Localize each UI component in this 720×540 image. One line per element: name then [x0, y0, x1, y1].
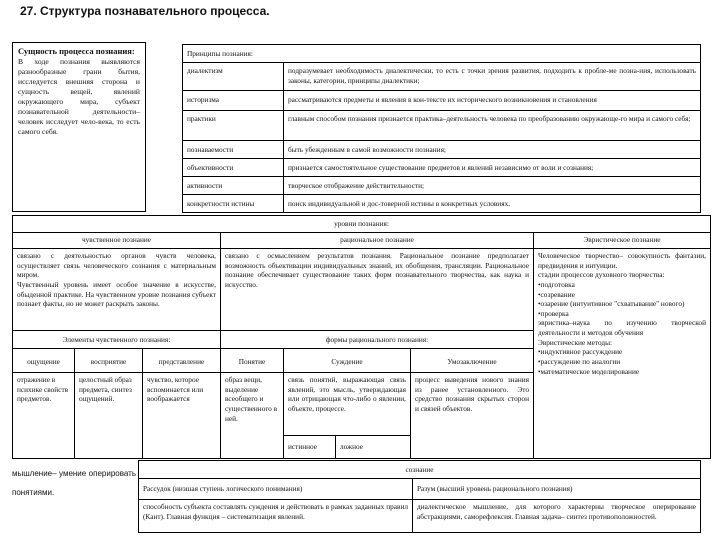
sensory-element-name: представление [142, 348, 221, 373]
reason-text: способность субъекта составлять суждения и действовать в рамках заданных правил (Кант). Главная функция – систематизация явлений. [138, 499, 413, 533]
rational-form-text: образ вещи, выделение всеобщего и существенного в ней. [220, 372, 284, 459]
sensory-element-text: чувство, которое вспоминается или воображается [142, 372, 221, 459]
sensory-element-name: ощущение [12, 348, 75, 373]
rational-title: рациональное познание [220, 232, 534, 249]
principle-name: объективности [182, 158, 284, 177]
principle-text: быть убежденным в самой возможности познания; [283, 140, 701, 159]
principle-text: поиск индивидуальной и дос-товерной истины в конкретных условиях. [283, 194, 701, 213]
sensory-title: чувственное познание [12, 232, 221, 249]
rational-form-name: Умозаключение [410, 348, 534, 373]
rational-form-name: Понятие [220, 348, 284, 373]
heuristic-description [533, 248, 711, 459]
principles-heading: Принципы познания: [182, 44, 701, 63]
rational-form-text: связь понятий, выражающая связь явлений, это мысль, утверждающая или отрицающая что-либо о явлении, объекте, процессе. [283, 372, 411, 436]
sensory-text: связано с деятельностью органов чувств человека, осуществляет связь человеческого сознания с материальным миром. [17, 251, 216, 280]
sensory-element-text: отражение в психике свойств предметов. [12, 372, 75, 459]
heuristic-title: Эвристическое познание [533, 232, 711, 249]
heuristic-line: •проверка [538, 308, 569, 318]
essence-heading: Сущность процесса познания: [18, 46, 135, 56]
heuristic-line: •индуктивное рассуждение [538, 347, 623, 357]
principle-name: конкретности истины [182, 194, 284, 213]
heuristic-line: эвристика–наука по изучению творческой деятельности и методов обучения [538, 318, 706, 337]
heuristic-line: •озарение (интуитивное "схватывание" нового) [538, 299, 685, 309]
heuristic-line: стадии процессов духовного творчества: [538, 270, 665, 280]
principle-name: активности [182, 176, 284, 195]
rational-description: связано с осмыслением результатов познания. Рациональное познание предполагает возможность объективации индивидуальных знаний, их обобщения, трансляции. Рациональное познание обеспечивает существование таких форм познавательного творчества, как наука и искусство. [220, 248, 534, 331]
rational-form-name: Суждение [283, 348, 411, 373]
sensory-element-name: восприятие [74, 348, 143, 373]
sensory-elements-heading: Элементы чувственного познания: [12, 330, 221, 349]
principle-text: главным способом познания признается практика–деятельность человека по преобразованию окружающе-го мира и самого себя; [283, 110, 701, 141]
principle-name: познаваемости [182, 140, 284, 159]
thinking-definition: мышление– умение оперировать понятиями. [12, 469, 136, 498]
principle-text: признается самостоятельное существование предметов и явлений независимо от воли и сознания; [283, 158, 701, 177]
principle-text: рассматриваются предметы и явления в кон-тексте их исторического возникновения и становления [283, 90, 701, 111]
levels-heading: уровни познания: [12, 215, 711, 233]
heuristic-line: •математическое моделирование [538, 366, 640, 376]
principle-name: практики [182, 110, 284, 141]
sensory-element-text: целостный образ предмета, синтез ощущений. [74, 372, 143, 459]
mind-title: Разум (высший уровень рационального познания) [412, 478, 701, 500]
rational-forms-heading: формы рационального познания: [220, 330, 534, 349]
principle-text: подразумевает необходимость диалектически, то есть с точки зрения развития, подходить к пробле-ме позна-ния, использовать законы, категории, принципы диалектики; [283, 62, 701, 91]
heuristic-line: Эвристические методы: [538, 337, 613, 347]
sensory-text-2: Чувственный уровень имеет особое значение в искусстве, обыденной практике. На чувственном уровне познания субъект познает факты, но не может раскрыть законы. [17, 279, 216, 309]
heuristic-line: •рассуждение по аналогии [538, 356, 621, 366]
heuristic-line: •созревание [538, 289, 575, 299]
consciousness-heading: сознание [138, 460, 701, 479]
heuristic-line: Человеческое творчество– совокупность фантазии, предвидения и интуиции. [538, 251, 706, 270]
reason-title: Рассудок (низшая ступень логического понимания) [138, 478, 413, 500]
principle-name: диалектизм [182, 62, 284, 91]
essence-box [12, 42, 146, 212]
sensory-description [12, 248, 221, 331]
principle-text: творческое отображение действительности; [283, 176, 701, 195]
mind-text: диалектическое мышление, для которого характерны творческое оперирование абстракциями, саморефлексия. Главная задача– синтез противоположностей. [412, 499, 701, 533]
principle-name: историзма [182, 90, 284, 111]
rational-form-text: процесс выведения нового знания из ранее установленного. Это средство познания скрытых сторон и связей объектов. [410, 372, 534, 459]
page-title: 27. Структура познавательного процесса. [20, 4, 270, 18]
essence-text: В ходе познания выявляются разнообразные грани бытия, исследуется внешняя сторона и сущность вещей, явлений окружающего мира, субъект познавательной деятельности–человек исследует чело-века, то есть самого себя. [18, 57, 140, 137]
heuristic-line: •подготовка [538, 279, 575, 289]
judgment-true: истинное [283, 435, 336, 459]
judgment-false: ложное [335, 435, 411, 459]
